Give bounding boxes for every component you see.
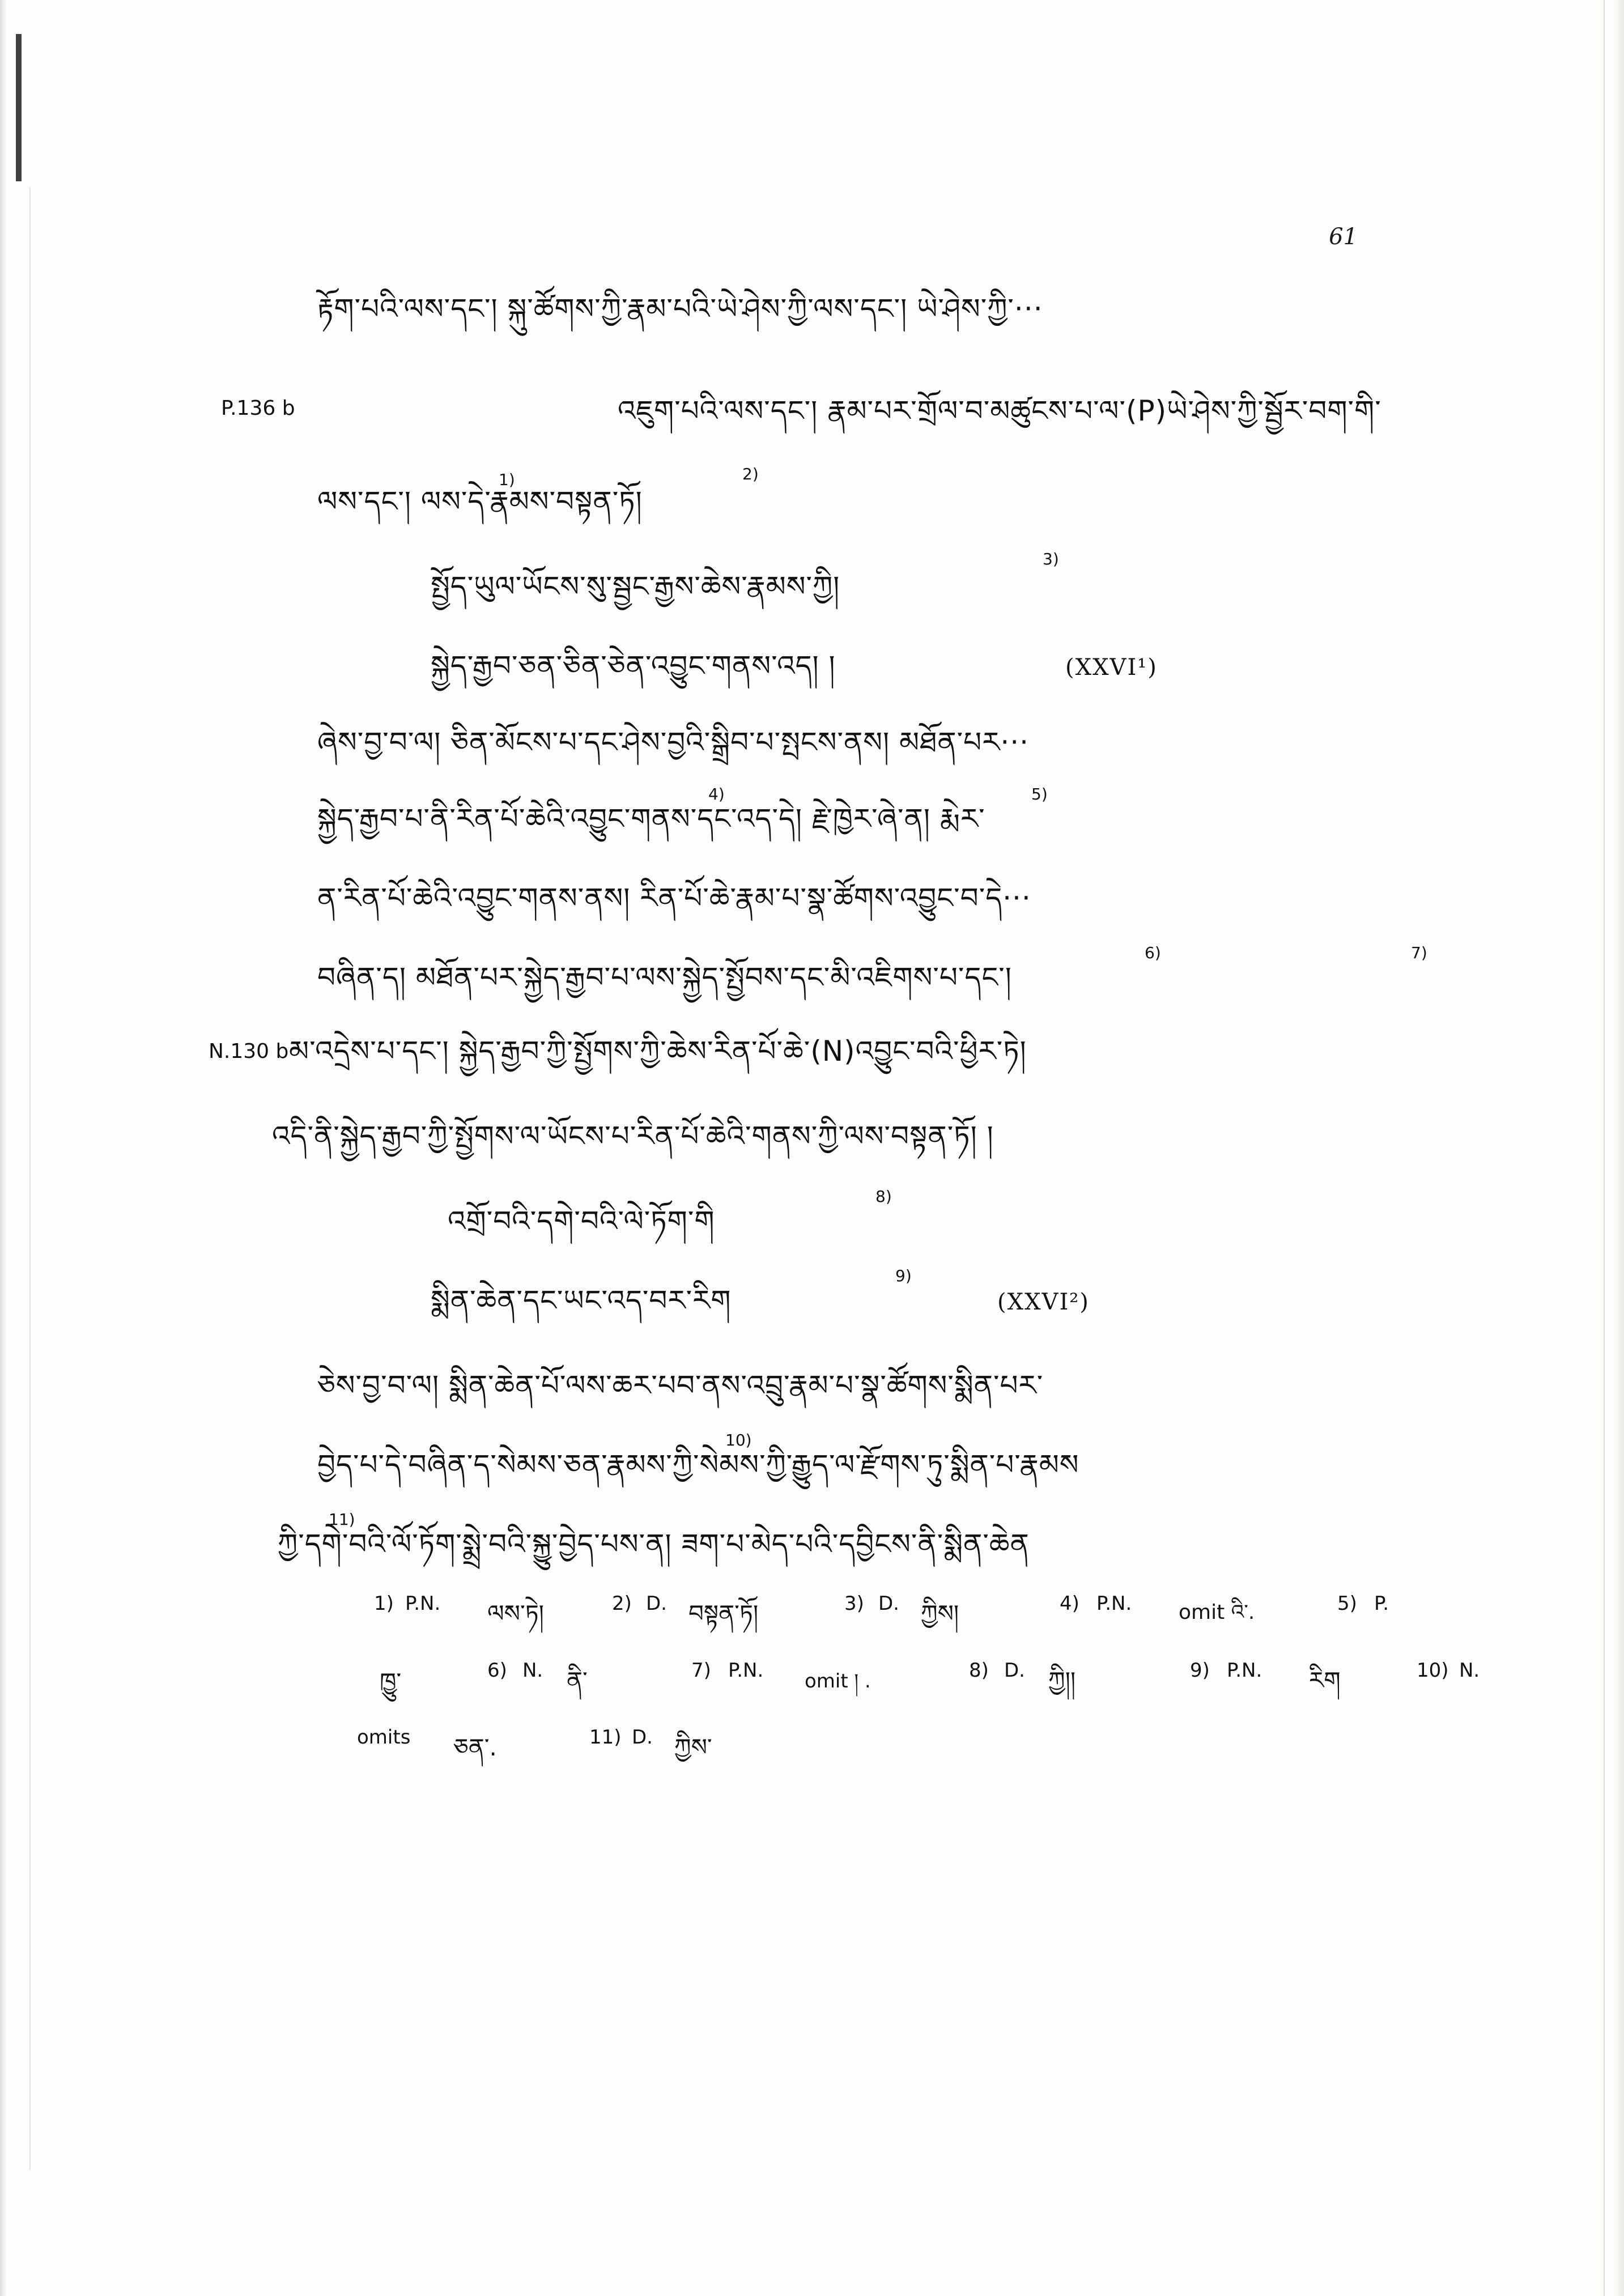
- footnote-marker-11: 11): [329, 1510, 355, 1529]
- text-line-7: སྐྱེད་རྒྱབ་པ་ནི་རིན་པོ་ཆེའི་འབྱུང་གནས་དང་འད་དེ། རྗེ་ཁྱེར་ཞེ་ན། རྨེར་: [317, 802, 985, 835]
- text-line-16: ཀྱི་དགེ་བའི་ལོ་ཏོག་སྨྲེ་བའི་སྐྱུ་བྱེད་པས་ན། ཟག་པ་མེད་པའི་དབྱིངས་ནི་སྨིན་ཆེན: [278, 1528, 1030, 1561]
- text-line-12: འགྲོ་བའི་དགེ་བའི་ལེ་ཏོག་གི: [448, 1205, 715, 1238]
- footnote-5-siglum: P.: [1374, 1592, 1389, 1615]
- footnote-marker-7: 7): [1411, 943, 1427, 962]
- footnote-9-text: རིག: [1309, 1666, 1341, 1694]
- text-line-2: འཇུག་པའི་ལས་དང་། རྣམ་པར་གྲོལ་བ་མཚུངས་པ་ལ་(P)ཡེ་ཤེས་ཀྱི་སྦྱོར་བག་གི་: [618, 394, 1381, 427]
- footnote-marker-10: 10): [725, 1431, 752, 1449]
- scan-edge-left: [0, 0, 10, 2296]
- text-line-10: མ་འདྲེས་པ་དང་། སྐྱེད་རྒྱབ་ཀྱི་སྤྱོགས་ཀྱི་ཆེས་རིན་པོ་ཆེ་(N)འབྱུང་བའི་ཕྱིར་ཏེ།: [289, 1035, 1027, 1068]
- scan-edge-right: [1609, 0, 1624, 2296]
- footnote-1-text: ལས་ཏེ།: [487, 1600, 545, 1627]
- footnote-5-number: 5): [1337, 1592, 1357, 1615]
- footnote-4-siglum: P.N.: [1096, 1592, 1132, 1615]
- text-line-9: བཞིན་ད། མཐོན་པར་སྐྱེད་རྒྱབ་པ་ལས་སྐྱེད་སྤྱོབས་དང་མི་འཇིགས་པ་དང་།: [317, 961, 1012, 994]
- text-line-15: བྱེད་པ་དེ་བཞིན་ད་སེམས་ཅན་རྣམས་ཀྱི་སེམས་ཀྱི་རྒྱུད་ལ་རྫོགས་ཏུ་སྨིན་པ་རྣམས: [317, 1448, 1079, 1481]
- footnote-1-number: 1): [374, 1592, 394, 1615]
- footnote-10-text: ཅན་.: [453, 1733, 497, 1761]
- footnote-7-siglum: P.N.: [728, 1659, 764, 1682]
- footnote-10-continuation: omits: [357, 1726, 411, 1749]
- footnote-marker-6: 6): [1145, 943, 1161, 962]
- footnote-6-number: 6): [487, 1659, 507, 1682]
- footnote-11-siglum: D.: [632, 1726, 653, 1749]
- marginal-folio-n130b: N.130 b: [209, 1040, 289, 1063]
- footnote-marker-8: 8): [875, 1187, 892, 1206]
- footnote-8-text: ཀྱི།།: [1048, 1666, 1076, 1694]
- footnote-7-number: 7): [691, 1659, 711, 1682]
- text-line-8: ན་རིན་པོ་ཆེའི་འབྱུང་གནས་ནས། རིན་པོ་ཆེ་རྣམ་པ་སྣ་ཚོགས་འབྱུང་བ་དེ···: [317, 882, 1031, 915]
- text-line-13: སྨིན་ཆེན་དང་ཡང་འད་བར་རིག: [431, 1284, 732, 1317]
- text-line-6: ཞེས་བྱ་བ་ལ། ཅིན་མོངས་པ་དང་ཤེས་བྱའི་སྒྲིབ་པ་སྤངས་ནས། མཐོན་པར···: [317, 726, 1030, 759]
- section-number-xxvi-2: (XXVI²): [997, 1289, 1090, 1315]
- footnote-8-siglum: D.: [1004, 1659, 1025, 1682]
- text-line-5: སྐྱེད་རྒྱབ་ཅན་ཅིན་ཅེན་འབྱུང་གནས་འད། །: [431, 649, 836, 682]
- footnote-marker-3: 3): [1043, 550, 1059, 568]
- scan-line-left: [29, 187, 31, 2170]
- text-line-11: འདི་ནི་སྐྱེད་རྒྱབ་ཀྱི་སྤྱོགས་ལ་ཡོངས་པ་རིན་པོ་ཆེའི་གནས་ཀྱི་ལས་བསྟན་ཏོ། །: [272, 1120, 994, 1153]
- footnote-marker-9: 9): [895, 1266, 912, 1285]
- footnote-marker-1: 1): [499, 470, 515, 489]
- scan-artifact-mark: [16, 34, 22, 181]
- scan-line-right: [1604, 0, 1605, 2296]
- text-line-3: ལས་དང་། ལས་དེ་རྣམས་བསྟན་ཏོ།: [317, 485, 643, 518]
- footnote-4-number: 4): [1060, 1592, 1079, 1615]
- footnote-6-siglum: N.: [522, 1659, 543, 1682]
- footnote-3-text: ཀྱིས།: [921, 1600, 959, 1627]
- footnote-4-text: omit འི་.: [1179, 1601, 1255, 1624]
- marginal-folio-p136b: P.136 b: [221, 397, 295, 420]
- text-line-4: སྤྱོད་ཡུལ་ཡོངས་སུ་སྦྱང་རྒྱས་ཆེས་རྣམས་ཀྱི།: [431, 570, 840, 603]
- footnote-1-siglum: P.N.: [405, 1592, 441, 1615]
- footnote-2-siglum: D.: [646, 1592, 667, 1615]
- footnote-11-text: ཀྱིས་: [674, 1733, 712, 1761]
- footnote-6-text: ནི་: [567, 1666, 588, 1694]
- footnote-3-number: 3): [844, 1592, 864, 1615]
- footnote-10-number: 10): [1417, 1659, 1449, 1682]
- footnote-10-siglum: N.: [1459, 1659, 1480, 1682]
- section-number-xxvi-1: (XXVI¹): [1065, 654, 1158, 681]
- footnote-2-text: བསྟན་ཏོ།: [688, 1600, 759, 1627]
- text-line-1: རྟོག་པའི་ལས་དང་། སྐུ་ཚོགས་ཀྱི་རྣམ་པའི་ཡེ་ཤེས་ཀྱི་ལས་དང་། ཡེ་ཤེས་ཀྱི་···: [317, 292, 1043, 325]
- footnote-5-text: ཁྱུ་: [380, 1668, 402, 1695]
- footnote-7-text: omit ། .: [805, 1670, 871, 1693]
- footnote-9-number: 9): [1190, 1659, 1210, 1682]
- footnote-marker-2: 2): [742, 465, 759, 483]
- footnote-marker-4: 4): [708, 785, 725, 803]
- footnote-marker-5: 5): [1031, 785, 1048, 803]
- page-number: 61: [1329, 224, 1358, 250]
- footnote-9-siglum: P.N.: [1227, 1659, 1262, 1682]
- footnote-3-siglum: D.: [878, 1592, 899, 1615]
- footnote-8-number: 8): [969, 1659, 989, 1682]
- text-line-14: ཅེས་བྱ་བ་ལ། སྨིན་ཆེན་པོ་ལས་ཆར་པབ་ནས་འབྲུ་རྣམ་པ་སྣ་ཚོགས་སྨིན་པར་: [317, 1369, 1044, 1402]
- footnote-2-number: 2): [612, 1592, 632, 1615]
- footnote-11-number: 11): [589, 1726, 622, 1749]
